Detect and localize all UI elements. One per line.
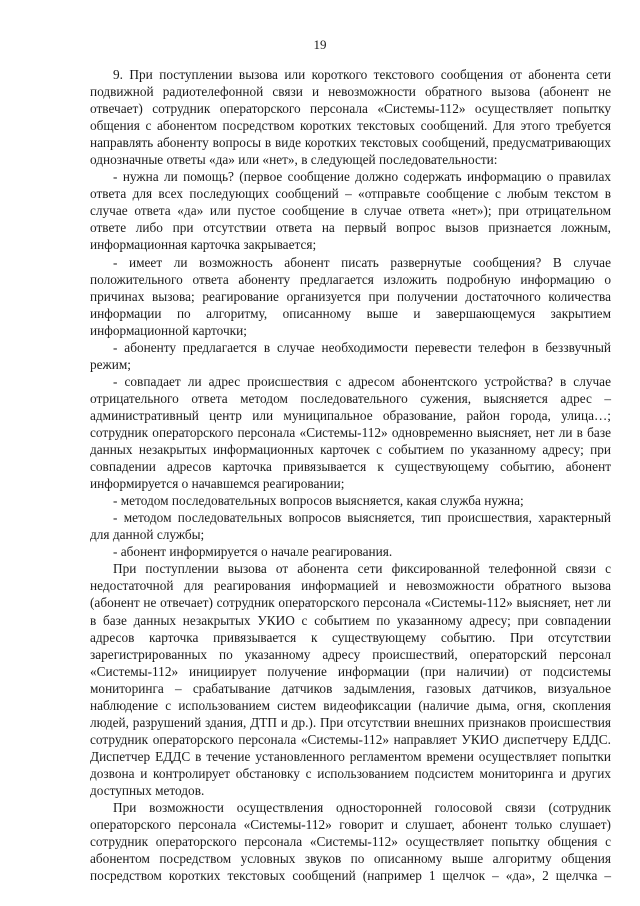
paragraph-fixed-line-call: При поступлении вызова от абонента сети фиксированной телефонной связи с недостаточной для реагирования информацией и невозможности обратного вызова (абонент не отвечает) сотрудник операторского персонала «Системы-112» выясняет, нет ли в базе данных незакрытых УКИО с событием по указанному адресу; при совпадении адресов карточка привязывается к существующему событию. При отсутствии зарегистрированных по указанному адресу происшествий, операторский персонал «Системы-112» инициирует получение информации (при наличии) от подсистемы мониторинга – срабатывание датчиков задымления, газовых датчиков, визуальное наблюдение с использованием систем видеофиксации (наличие дыма, огня, скопления людей, разрушений здания, ДТП и др.). При отсутствии внешних признаков происшествия сотрудник операторского персонала «Системы-112» направляет УКИО диспетчеру ЕДДС. Диспетчер ЕДДС в течение установленного регламентом времени осуществляет попытки дозвона и контролирует обстановку с использованием подсистем мониторинга и других доступных методов.	[90, 561, 611, 798]
paragraph-item-9: 9. При поступлении вызова или короткого текстового сообщения от абонента сети подвижной радиотелефонной связи и невозможности обратного вызова (абонент не отвечает) сотрудник операторского персонала «Системы-112» осуществляет попытку общения с абонентом посредством коротких текстовых сообщений. Для этого требуется направлять абоненту вопросы в виде коротких текстовых сообщений, предусматривающих однозначные ответы «да» или «нет», в следующей последовательности:	[90, 67, 611, 168]
paragraph-response-start: - абонент информируется о начале реагирования.	[113, 544, 393, 560]
paragraph-help-needed: - нужна ли помощь? (первое сообщение должно содержать информацию о правилах ответа для всех последующих сообщений – «отправьте сообщение с любым текстом в случае ответа «да» или пустое сообщение в случае ответа «нет»); при отрицательном ответе либо при отсутствии ответа на первый вопрос вызов признается ложным, информационная карточка закрывается;	[90, 169, 611, 253]
page-number: 19	[313, 37, 327, 52]
paragraph-silent-mode: - абоненту предлагается в случае необходимости перевести телефон в беззвучный режим;	[90, 339, 611, 372]
paragraph-one-way-voice: При возможности осуществления односторонней голосовой связи (сотрудник операторского персонала «Системы-112» говорит и слушает, абонент только слушает) сотрудник операторского персонала «Системы-112» осуществляет попытку общения с абонентом посредством условных звуков по описанному выше алгоритму общения посредством коротких текстовых сообщений (например 1 щелчок – «да», 2 щелчка –	[90, 800, 611, 884]
paragraph-detailed-messages: - имеет ли возможность абонент писать развернутые сообщения? В случае положительного ответа абоненту предлагается изложить подробную информацию о причинах вызова; реагирование организуется при получении достаточного количества информации по алгоритму, описанному выше и завершающемуся закрытием информационной карточки;	[90, 254, 611, 338]
body-text	[90, 66, 611, 884]
paragraph-incident-type: - методом последовательных вопросов выясняется, тип происшествия, характерный для данной службы;	[90, 510, 611, 543]
paragraph-address-match: - совпадает ли адрес происшествия с адресом абонентского устройства? в случае отрицательного ответа методом последовательного сужения, выясняется адрес – административный центр или муниципальное образование, район города, улица…; сотрудник операторского персонала «Системы-112» одновременно выясняет, нет ли в базе данных незакрытых информационных карточек с событием по указанному адресу; при совпадении адресов карточка привязывается к существующему событию, абонент информируется о начавшемся реагировании;	[90, 373, 611, 492]
paragraph-service-needed: - методом последовательных вопросов выясняется, какая служба нужна;	[113, 493, 524, 509]
